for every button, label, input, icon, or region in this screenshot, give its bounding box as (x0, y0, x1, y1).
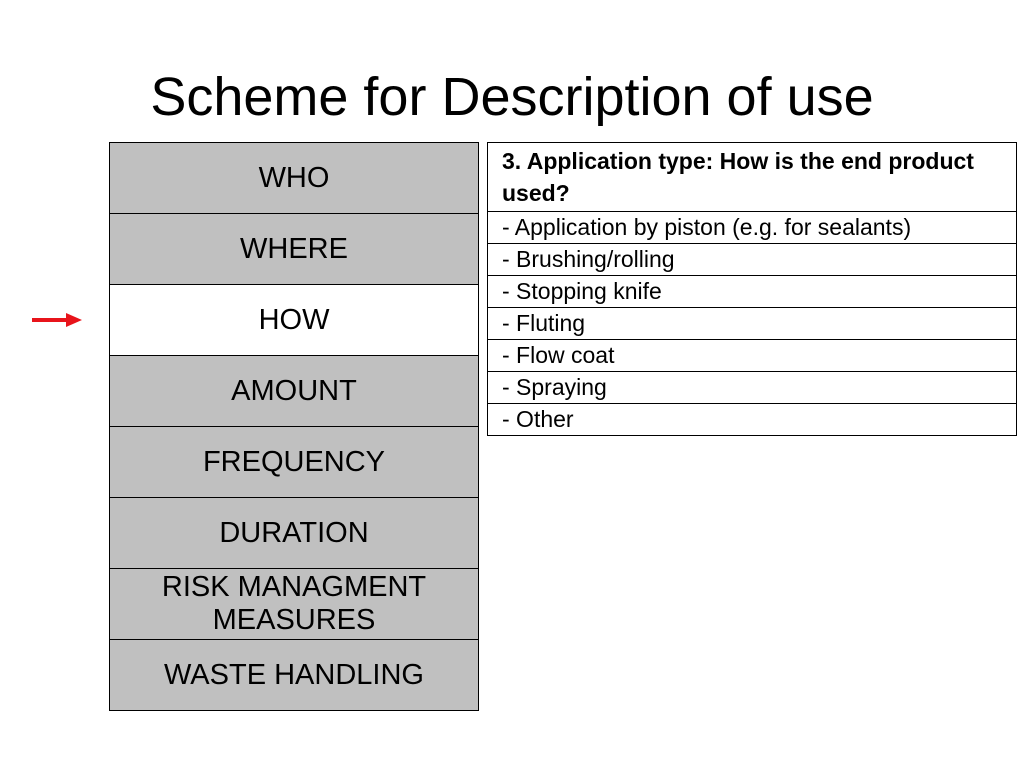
option-cell: - Flow coat (488, 340, 1017, 372)
option-cell: - Brushing/rolling (488, 244, 1017, 276)
table-row (488, 340, 1017, 372)
step-duration: DURATION (109, 497, 479, 569)
table-row (488, 212, 1017, 244)
right-arrow-icon (32, 310, 82, 330)
step-where: WHERE (109, 213, 479, 285)
option-cell: - Fluting (488, 308, 1017, 340)
table-row (488, 244, 1017, 276)
table-row (488, 308, 1017, 340)
option-cell: - Stopping knife (488, 276, 1017, 308)
step-risk-management-measures: RISK MANAGMENT MEASURES (109, 568, 479, 640)
option-cell: - Other (488, 404, 1017, 436)
step-frequency: FREQUENCY (109, 426, 479, 498)
step-amount: AMOUNT (109, 355, 479, 427)
step-how: HOW (109, 284, 479, 356)
table-heading: 3. Application type: How is the end product used? (488, 143, 1017, 212)
option-cell: - Spraying (488, 372, 1017, 404)
table-row (488, 404, 1017, 436)
table-row (488, 276, 1017, 308)
slide-title: Scheme for Description of use (150, 67, 874, 127)
table-row (488, 372, 1017, 404)
step-waste-handling: WASTE HANDLING (109, 639, 479, 711)
application-type-table (487, 142, 1017, 436)
option-cell: - Application by piston (e.g. for sealants) (488, 212, 1017, 244)
table-header-row (488, 143, 1017, 212)
step-who: WHO (109, 142, 479, 214)
scheme-steps (109, 142, 479, 711)
